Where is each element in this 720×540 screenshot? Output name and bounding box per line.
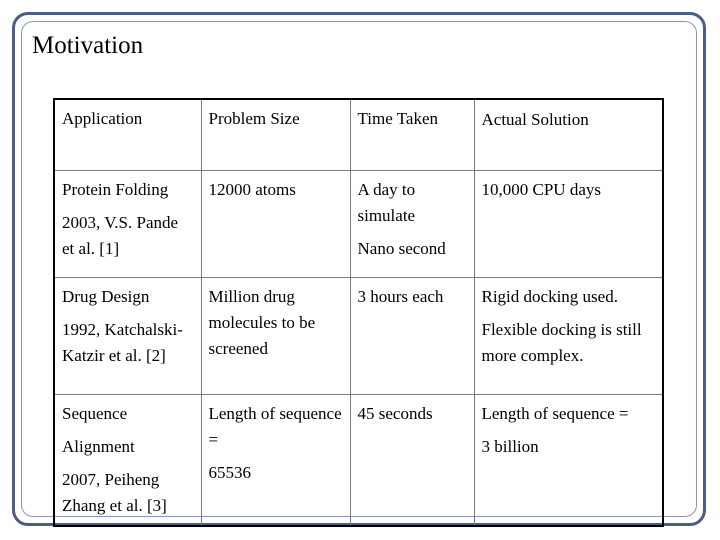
cell-time-taken [350, 395, 474, 527]
cell-problem-size [201, 171, 350, 278]
cell-problem-size [201, 395, 350, 527]
motivation-table [53, 98, 664, 527]
cell-application [54, 395, 201, 527]
table-row [54, 395, 663, 527]
cell-text: 10,000 CPU days [481, 180, 601, 199]
header-problem-size: Problem Size [201, 99, 350, 171]
cell-application [54, 278, 201, 395]
cell-text: 2003, V.S. Pande et al. [1] [62, 213, 179, 258]
cell-text: 3 billion [481, 437, 539, 456]
cell-actual-solution [474, 171, 663, 278]
cell-text: Length of sequence = [481, 404, 629, 423]
cell-text: Rigid docking used. [481, 287, 618, 306]
cell-application [54, 171, 201, 278]
table-row [54, 278, 663, 395]
cell-text: Protein Folding [62, 180, 169, 199]
header-time-taken: Time Taken [350, 99, 474, 171]
table-header-row [54, 99, 663, 171]
slide-title: Motivation [32, 32, 144, 59]
cell-text: 65536 [208, 463, 251, 482]
cell-text: Length of sequence = [208, 404, 342, 449]
header-application: Application [54, 99, 201, 171]
cell-actual-solution [474, 278, 663, 395]
cell-time-taken [350, 171, 474, 278]
cell-text: Nano second [357, 239, 446, 258]
header-actual-solution: Actual Solution [474, 99, 663, 171]
table-row [54, 171, 663, 278]
cell-text: Million drug molecules to be screened [208, 287, 316, 358]
cell-text: 45 seconds [357, 404, 433, 423]
cell-time-taken [350, 278, 474, 395]
cell-text: 2007, Peiheng Zhang et al. [3] [62, 470, 167, 515]
cell-problem-size [201, 278, 350, 395]
cell-text: A day to simulate [357, 180, 416, 225]
cell-text: Flexible docking is still more complex. [481, 320, 642, 365]
cell-text: Alignment [62, 437, 135, 456]
cell-text: 12000 atoms [208, 180, 296, 199]
cell-text: 3 hours each [357, 287, 444, 306]
cell-text: Drug Design [62, 287, 150, 306]
cell-text: Sequence [62, 404, 128, 423]
cell-text: 1992, Katchalski-Katzir et al. [2] [62, 320, 183, 365]
cell-actual-solution [474, 395, 663, 527]
